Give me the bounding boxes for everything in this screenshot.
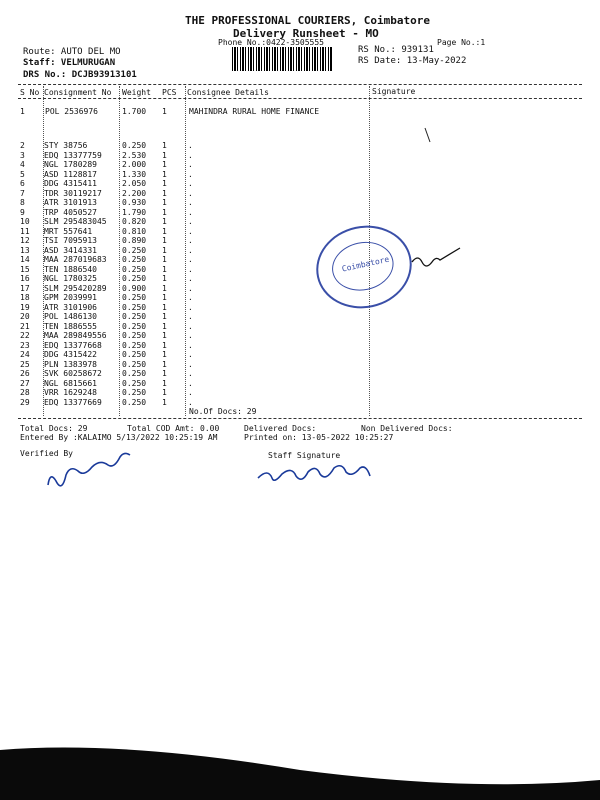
row-det: .: [188, 378, 193, 388]
row-wt: 0.250: [122, 388, 147, 397]
row-det: .: [188, 293, 193, 302]
total-cod-value: 0.00: [200, 424, 220, 433]
row-cons: SLM 295483045: [44, 217, 107, 226]
row-det: .: [188, 302, 193, 312]
row-cons: PLN 1383978: [44, 359, 97, 369]
drs-number: DRS No.: DCJB93913101: [23, 70, 137, 80]
row-wt: 0.250: [122, 245, 147, 255]
staff-signature-label: Staff Signature: [268, 451, 341, 460]
row-wt: 0.250: [122, 369, 147, 378]
row-cons: SLM 295420289: [44, 283, 107, 293]
row-wt: 1.330: [122, 169, 147, 179]
row-cons: MRT 557641: [44, 226, 93, 236]
rs-number: RS No.: 939131: [358, 45, 434, 55]
row-cons: SVK 60258672: [44, 369, 102, 378]
col-weight: Weight: [122, 88, 151, 97]
row-sno: 29: [20, 397, 30, 407]
total-docs: Total Docs: 29: [20, 424, 88, 433]
row-det: .: [188, 188, 193, 198]
row-pcs: 1: [162, 245, 167, 255]
row-cons: ASD 1128817: [44, 169, 97, 179]
row-cons: DDG 4315411: [44, 179, 97, 188]
row-wt: 1.790: [122, 207, 147, 217]
row-sno: 22: [20, 331, 30, 340]
row-cons: EDQ 13377668: [44, 340, 102, 350]
row-wt: 0.250: [122, 378, 147, 388]
row-det: .: [188, 321, 193, 331]
staff-label: Staff: VELMURUGAN: [23, 58, 116, 68]
row-det: .: [188, 331, 193, 340]
row-wt: 0.250: [122, 350, 147, 359]
row-cons: STY 38756: [44, 141, 88, 150]
row-det: .: [188, 141, 193, 150]
row-1-sno: 1: [20, 107, 25, 116]
row-wt: 0.890: [122, 236, 147, 245]
row-sno: 24: [20, 350, 30, 359]
row-pcs: 1: [162, 264, 167, 274]
row-1-consignment: POL 2536976: [45, 107, 98, 116]
row-sno: 11: [20, 226, 30, 236]
row-det: .: [188, 283, 193, 293]
row-wt: 0.250: [122, 255, 147, 264]
row-det: .: [188, 264, 193, 274]
row-det: .: [188, 397, 193, 407]
staff-signature: [258, 466, 370, 481]
row-pcs: 1: [162, 359, 167, 369]
row-wt: 0.810: [122, 226, 147, 236]
row-cons: MAA 287019683: [44, 255, 107, 264]
row-sno: 12: [20, 236, 30, 245]
row-sno: 9: [20, 207, 25, 217]
delivered-docs: Delivered Docs:: [244, 424, 317, 433]
verified-by-label: Verified By: [20, 449, 73, 458]
document-subtitle: Delivery Runsheet - MO: [233, 27, 379, 40]
row-cons: TSI 7095913: [44, 236, 97, 245]
row-sno: 17: [20, 283, 30, 293]
row-det: .: [188, 350, 193, 359]
row-pcs: 1: [162, 331, 167, 340]
row-cons: NGL 1780289: [44, 160, 97, 169]
row-pcs: 1: [162, 169, 167, 179]
row-wt: 0.250: [122, 141, 147, 150]
row-sno: 16: [20, 274, 30, 283]
entered-by: Entered By :KALAIMO 5/13/2022 10:25:19 AM: [20, 433, 218, 442]
row-sno: 15: [20, 264, 30, 274]
row-det: .: [188, 150, 193, 160]
row-cons: ASD 3414331: [44, 245, 97, 255]
row-cons: EDQ 13377669: [44, 397, 102, 407]
row-pcs: 1: [162, 255, 167, 264]
row-sno: 28: [20, 388, 30, 397]
row-1-weight: 1.700: [122, 107, 147, 116]
row-pcs: 1: [162, 198, 167, 207]
tick-mark: [425, 128, 430, 142]
row-det: .: [188, 369, 193, 378]
route-label: Route: AUTO DEL MO: [23, 47, 121, 57]
row-det: .: [188, 340, 193, 350]
row-sno: 14: [20, 255, 30, 264]
row-sno: 5: [20, 169, 25, 179]
row-wt: 0.250: [122, 397, 147, 407]
row-det: .: [188, 359, 193, 369]
row-det: .: [188, 274, 193, 283]
company-title: THE PROFESSIONAL COURIERS, Coimbatore: [185, 14, 431, 27]
row-wt: 0.250: [122, 340, 147, 350]
stamp-city: Coimbatore: [341, 254, 391, 274]
row-sno: 8: [20, 198, 25, 207]
row-cons: VRR 1629248: [44, 388, 97, 397]
row-pcs: 1: [162, 283, 167, 293]
row-wt: 0.250: [122, 321, 147, 331]
row-sno: 3: [20, 150, 25, 160]
row-pcs: 1: [162, 141, 167, 150]
row-det: .: [188, 245, 193, 255]
row-wt: 0.250: [122, 293, 147, 302]
row-sno: 10: [20, 217, 30, 226]
row-det: .: [188, 388, 193, 397]
row-det: .: [188, 236, 193, 245]
row-pcs: 1: [162, 207, 167, 217]
row-wt: 0.250: [122, 331, 147, 340]
row-sno: 18: [20, 293, 30, 302]
row-wt: 0.250: [122, 274, 147, 283]
row-pcs: 1: [162, 350, 167, 359]
row-cons: POL 1486130: [44, 312, 97, 321]
row-sno: 20: [20, 312, 30, 321]
verifier-signature: [48, 453, 130, 485]
row-det: .: [188, 217, 193, 226]
row-sno: 4: [20, 160, 25, 169]
col-consignment: Consignment No: [44, 88, 112, 97]
row-wt: 2.050: [122, 179, 147, 188]
row-wt: 2.530: [122, 150, 147, 160]
row-wt: 0.250: [122, 264, 147, 274]
receiver-signature: [412, 248, 460, 266]
row-pcs: 1: [162, 312, 167, 321]
row-sno: 23: [20, 340, 30, 350]
row-pcs: 1: [162, 226, 167, 236]
row-sno: 25: [20, 359, 30, 369]
row-sno: 26: [20, 369, 30, 378]
row-pcs: 1: [162, 388, 167, 397]
row-cons: ATR 3101913: [44, 198, 97, 207]
row-sno: 19: [20, 302, 30, 312]
no-of-docs: No.Of Docs: 29: [189, 407, 257, 416]
row-cons: TDR 30119217: [44, 188, 102, 198]
row-sno: 6: [20, 179, 25, 188]
page-number: Page No.:1: [437, 38, 486, 47]
row-cons: TEN 1886540: [44, 264, 97, 274]
printed-on: Printed on: 13-05-2022 10:25:27: [244, 433, 394, 442]
row-wt: 2.000: [122, 160, 147, 169]
row-wt: 0.250: [122, 359, 147, 369]
row-cons: EDQ 13377759: [44, 150, 102, 160]
row-wt: 0.820: [122, 217, 147, 226]
row-sno: 2: [20, 141, 25, 150]
total-cod-label: Total COD Amt:: [127, 424, 195, 433]
row-pcs: 1: [162, 378, 167, 388]
row-det: .: [188, 255, 193, 264]
row-det: .: [188, 179, 193, 188]
row-cons: TEN 1886555: [44, 321, 97, 331]
row-cons: NGL 6815661: [44, 378, 97, 388]
row-det: .: [188, 198, 193, 207]
row-pcs: 1: [162, 236, 167, 245]
row-cons: NGL 1780325: [44, 274, 97, 283]
row-pcs: 1: [162, 293, 167, 302]
row-cons: MAA 289849556: [44, 331, 107, 340]
row-det: .: [188, 226, 193, 236]
row-pcs: 1: [162, 397, 167, 407]
row-pcs: 1: [162, 369, 167, 378]
non-delivered-docs: Non Delivered Docs:: [361, 424, 453, 433]
row-pcs: 1: [162, 188, 167, 198]
row-det: .: [188, 169, 193, 179]
scan-shadow: [0, 730, 600, 800]
row-1-pcs: 1: [162, 107, 167, 116]
col-signature: Signature: [372, 87, 416, 96]
row-det: .: [188, 207, 193, 217]
row-pcs: 1: [162, 302, 167, 312]
row-pcs: 1: [162, 217, 167, 226]
row-sno: 13: [20, 245, 30, 255]
row-wt: 0.250: [122, 312, 147, 321]
row-wt: 0.930: [122, 198, 147, 207]
col-sno: S No: [20, 88, 40, 97]
row-cons: GPM 2039991: [44, 293, 97, 302]
row-pcs: 1: [162, 160, 167, 169]
rs-date: RS Date: 13-May-2022: [358, 56, 467, 66]
row-pcs: 1: [162, 274, 167, 283]
phone-number: Phone No.:0422-3505555: [218, 38, 324, 47]
row-1-details: MAHINDRA RURAL HOME FINANCE: [189, 107, 320, 116]
row-det: .: [188, 160, 193, 169]
row-sno: 27: [20, 378, 30, 388]
col-consignee-details: Consignee Details: [187, 88, 269, 97]
row-cons: TRP 4050527: [44, 207, 97, 217]
row-pcs: 1: [162, 150, 167, 160]
row-sno: 7: [20, 188, 25, 198]
row-cons: DDG 4315422: [44, 350, 97, 359]
row-wt: 0.250: [122, 302, 147, 312]
row-det: .: [188, 312, 193, 321]
row-wt: 0.900: [122, 283, 147, 293]
row-pcs: 1: [162, 321, 167, 331]
col-pcs: PCS: [162, 88, 177, 97]
row-cons: ATR 3101906: [44, 302, 97, 312]
row-pcs: 1: [162, 179, 167, 188]
row-sno: 21: [20, 321, 30, 331]
row-wt: 2.200: [122, 188, 147, 198]
row-pcs: 1: [162, 340, 167, 350]
